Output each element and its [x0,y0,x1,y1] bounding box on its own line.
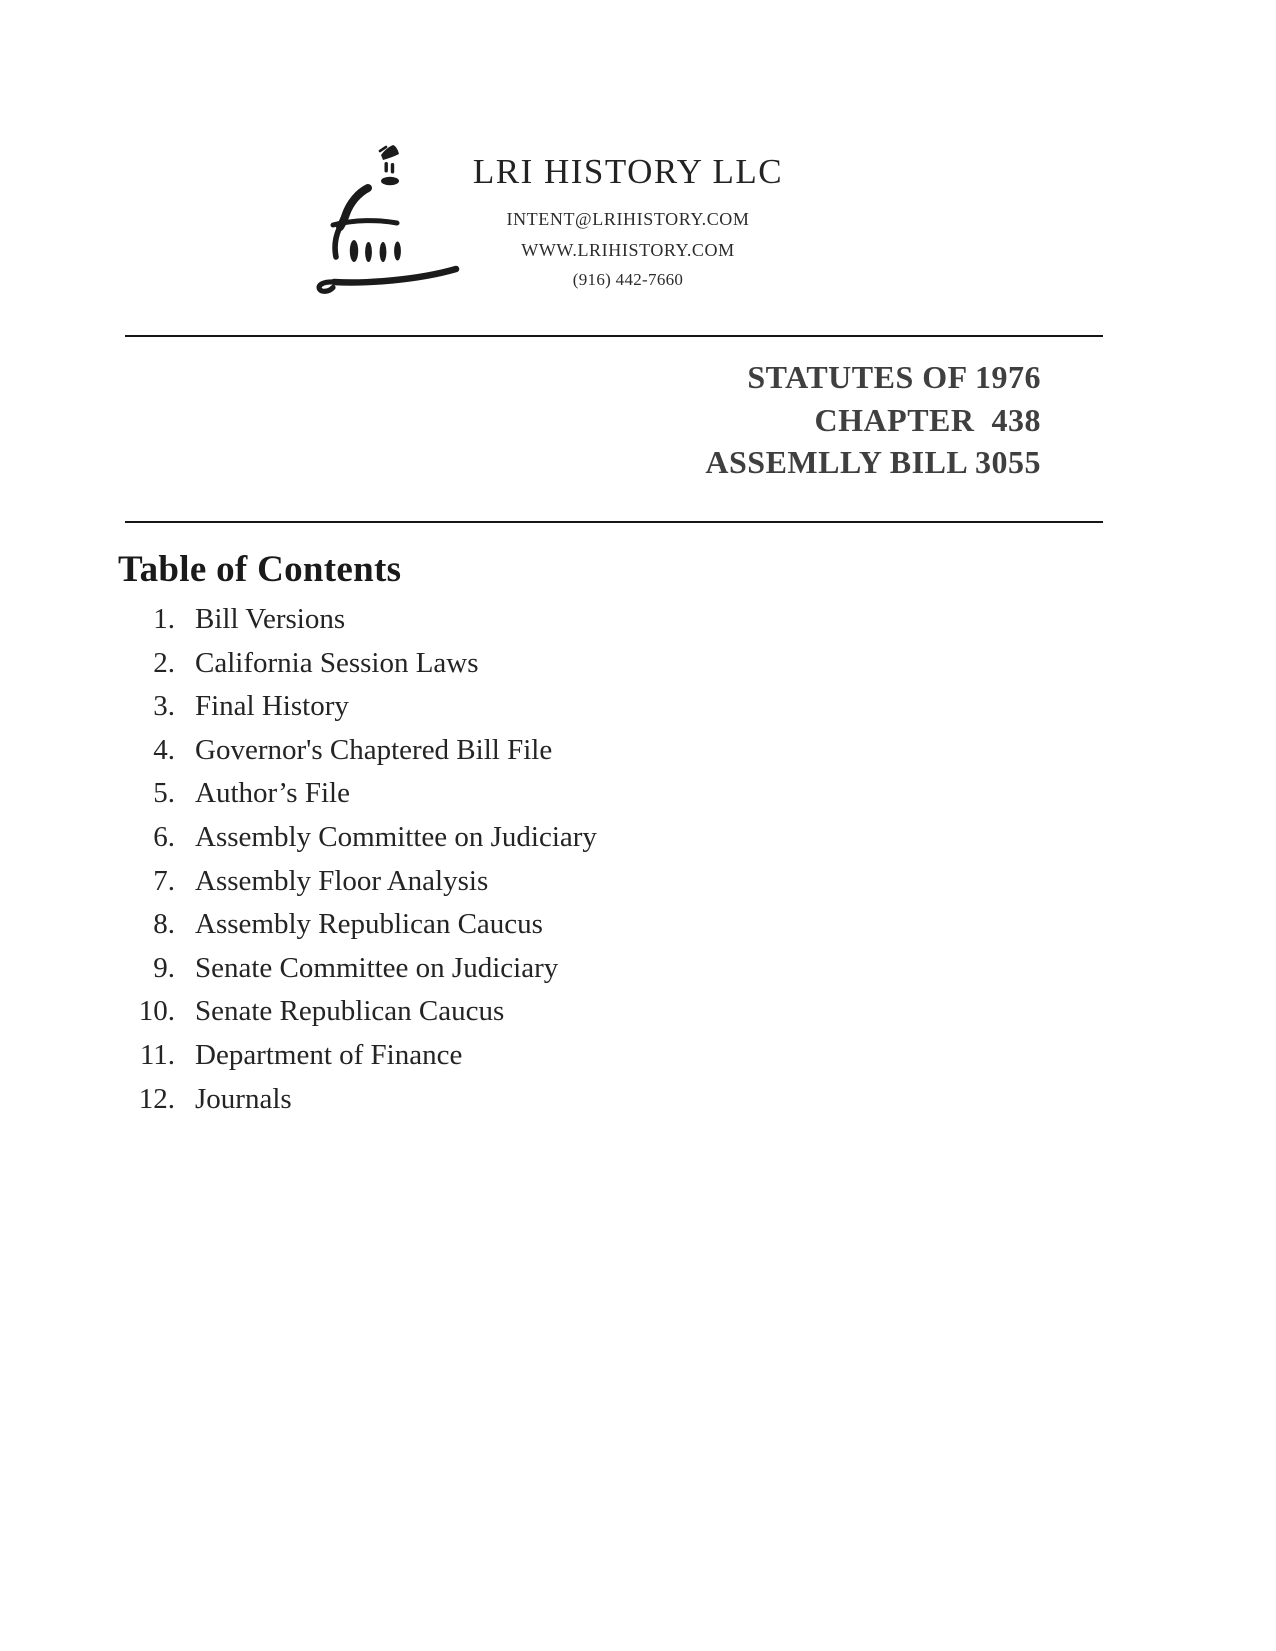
capitol-dome-logo-icon [310,141,462,297]
statutes-line-year: STATUTES OF 1976 [747,359,1041,395]
toc-item [0,990,760,1034]
toc-item [0,903,760,947]
toc-item-label: Journals [195,1082,292,1115]
toc-item-number: 4. [153,733,175,766]
toc-item-number: 5. [153,777,175,810]
toc-item-label: Department of Finance [195,1038,463,1071]
statutes-heading [705,356,1041,484]
toc-item-number: 2. [153,646,175,679]
divider-bottom [125,521,1103,523]
company-name: LRI HISTORY LLC [472,152,784,191]
toc-item-label: Senate Republican Caucus [195,995,505,1028]
toc-item-label: Final History [195,690,349,723]
toc-title: Table of Contents [118,549,402,590]
toc-item-number: 11. [139,1038,175,1071]
toc-item [0,685,760,729]
statutes-line-chapter: CHAPTER 438 [814,401,1041,438]
company-website: WWW.LRIHISTORY.COM [521,240,735,260]
toc-item-number: 1. [153,603,175,635]
toc-item [0,598,760,642]
toc-item-number: 7. [153,864,175,897]
toc-item [0,772,760,816]
divider-top [125,335,1103,337]
toc-item-number: 9. [153,951,175,984]
toc-item-number: 6. [153,820,175,853]
toc-item-label: California Session Laws [195,646,479,679]
toc-item-number: 12. [138,1082,175,1115]
toc-item [0,1078,760,1122]
toc-item-label: Assembly Republican Caucus [195,908,543,941]
statutes-line-bill: ASSEMLLY BILL 3055 [705,444,1041,480]
toc-item-number: 3. [153,690,175,723]
toc-item-label: Governor's Chaptered Bill File [195,733,553,766]
toc-item-label: Senate Committee on Judiciary [195,951,559,984]
toc-item [0,1034,760,1078]
toc-item-label: Assembly Committee on Judiciary [195,820,597,853]
toc-item [0,860,760,904]
toc-item-label: Author’s File [195,777,350,810]
company-email: INTENT@LRIHISTORY.COM [506,209,750,229]
toc-item-number: 10. [138,995,175,1028]
company-phone: (916) 442-7660 [572,270,684,289]
toc-item [0,947,760,991]
toc-item-label: Assembly Floor Analysis [195,864,489,897]
toc-item-label: Bill Versions [195,603,346,635]
toc-item [0,729,760,773]
toc-list [0,598,760,1121]
toc-item [0,642,760,686]
toc-item [0,816,760,860]
toc-item-number: 8. [153,908,175,941]
